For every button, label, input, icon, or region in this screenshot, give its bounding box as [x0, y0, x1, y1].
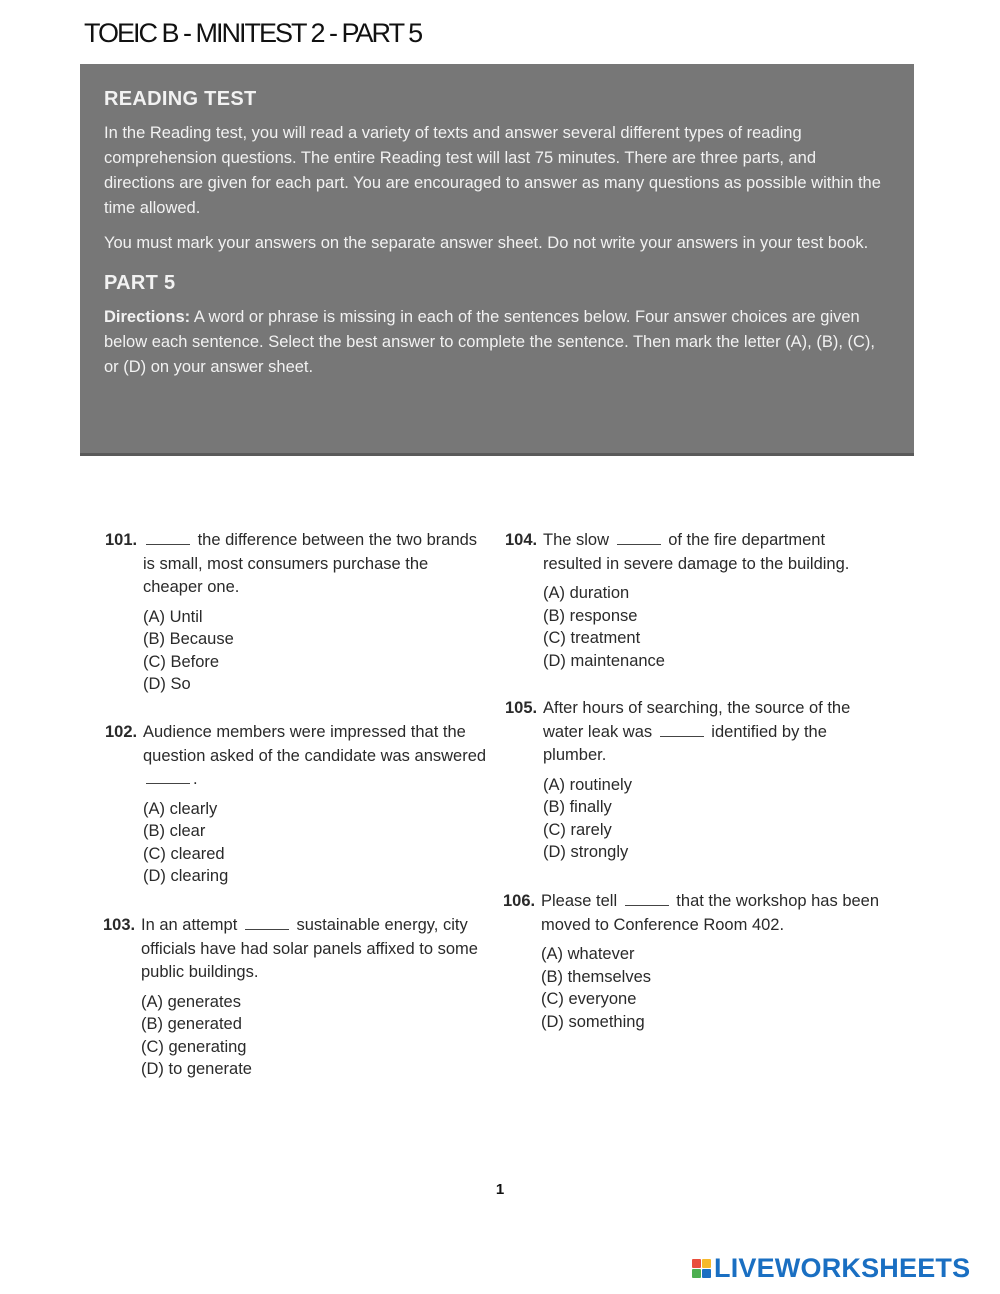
question-104 — [505, 529, 885, 672]
option-d[interactable]: (D) clearing — [143, 867, 229, 885]
question-stem: the difference between the two brands is small, most consumers purchase the cheaper one. — [143, 531, 478, 596]
option-a[interactable]: (A) Until — [143, 607, 203, 626]
question-stem: After hours of searching, the source of the water leak was identified by the plumber. — [543, 699, 851, 764]
question-number: 103. — [103, 916, 136, 934]
question-number: 105. — [505, 699, 538, 717]
question-103 — [103, 914, 488, 1081]
option-d[interactable]: (D) to generate — [141, 1060, 252, 1078]
question-stem: In an attempt sustainable energy, city officials have had solar panels affixed to some public buildings. — [141, 916, 478, 981]
option-b[interactable]: (B) finally — [543, 798, 612, 816]
question-101 — [105, 529, 490, 696]
option-b[interactable]: (B) Because — [143, 630, 234, 648]
directions-text: A word or phrase is missing in each of the sentences below. Four answer choices are given below each sentence. Select the best answer to complete the sentence. Then mark the letter (A), (B), (C), or (D) on your answer sheet. — [104, 308, 875, 376]
option-b[interactable]: (B) clear — [143, 822, 206, 840]
directions-label: Directions: — [104, 308, 191, 326]
answer-options — [543, 582, 885, 672]
option-c[interactable]: (C) treatment — [543, 629, 641, 647]
option-d[interactable]: (D) So — [143, 675, 191, 693]
answer-blank — [617, 543, 661, 545]
option-d[interactable]: (D) maintenance — [543, 651, 665, 670]
question-105 — [505, 697, 885, 864]
question-number: 101. — [105, 531, 138, 549]
option-c[interactable]: (C) Before — [143, 652, 220, 671]
option-b[interactable]: (B) themselves — [541, 967, 652, 986]
question-number: 104. — [505, 531, 538, 549]
answer-options — [543, 774, 885, 864]
answer-blank — [245, 928, 289, 930]
liveworksheets-logo-icon — [692, 1259, 711, 1278]
option-b[interactable]: (B) generated — [141, 1015, 242, 1033]
option-c[interactable]: (C) cleared — [143, 844, 225, 863]
option-d[interactable]: (D) something — [541, 1012, 645, 1031]
question-stem: The slow of the fire department resulted in severe damage to the building. — [543, 531, 850, 573]
page-title: TOEIC B - MINITEST 2 - PART 5 — [84, 18, 422, 48]
answer-blank — [660, 735, 704, 737]
question-stem: Please tell that the workshop has been moved to Conference Room 402. — [541, 892, 880, 934]
option-b[interactable]: (B) response — [543, 606, 638, 625]
option-a[interactable]: (A) whatever — [541, 945, 635, 963]
page-number: 1 — [495, 1181, 505, 1198]
option-a[interactable]: (A) routinely — [543, 775, 632, 794]
option-a[interactable]: (A) generates — [141, 992, 241, 1011]
question-106 — [503, 890, 883, 1033]
question-102 — [105, 721, 490, 888]
option-c[interactable]: (C) generating — [141, 1037, 247, 1056]
answer-options — [141, 991, 488, 1081]
option-c[interactable]: (C) rarely — [543, 820, 612, 839]
answer-blank — [146, 543, 190, 545]
answer-sheet-note: You must mark your answers on the separate answer sheet. Do not write your answers in your test book. — [104, 234, 869, 252]
option-c[interactable]: (C) everyone — [541, 990, 637, 1008]
answer-options — [143, 798, 490, 888]
brand-name: LIVEWORKSHEETS — [714, 1253, 971, 1283]
answer-options — [143, 606, 490, 696]
answer-options — [541, 943, 883, 1033]
question-number: 102. — [105, 723, 138, 741]
answer-blank — [625, 904, 669, 906]
option-a[interactable]: (A) duration — [543, 584, 630, 602]
directions — [104, 305, 888, 380]
option-d[interactable]: (D) strongly — [543, 843, 629, 861]
question-number: 106. — [503, 892, 536, 910]
reading-test-heading: READING TEST — [104, 88, 257, 110]
option-a[interactable]: (A) clearly — [143, 799, 218, 818]
reading-test-intro: In the Reading test, you will read a variety of texts and answer several different types of reading comprehension questions. The entire Reading test will last 75 minutes. There are three parts, and directions are given for each part. You are encouraged to answer as many questions as possible within the time allowed. — [104, 124, 881, 217]
liveworksheets-brand[interactable] — [692, 1253, 970, 1284]
question-stem: Audience members were impressed that the question asked of the candidate was answered . — [143, 723, 487, 788]
reading-test-banner — [80, 64, 914, 456]
part-heading: PART 5 — [104, 272, 176, 294]
answer-blank — [146, 782, 190, 784]
